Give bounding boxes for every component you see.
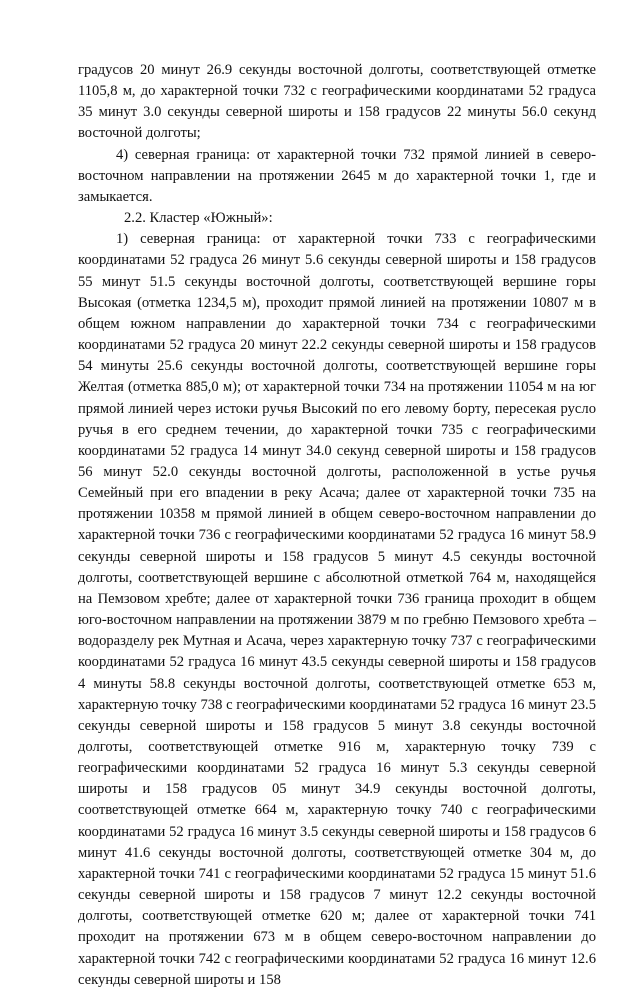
document-page — [78, 60, 596, 991]
paragraph-cluster-south-north-boundary: 1) северная граница: от характерной точки 733 с географическими координатами 52 градуса 26 минут 5.6 секунды северной широты и 158 градусов 55 минут 51.5 секунды восточной долготы, соответствующей вершине горы Высокая (отметка 1234,5 м), проходит прямой линией на протяжении 10807 м в общем южном направлении до характерной точки 734 с географическими координатами 52 градуса 20 минут 22.2 секунды северной широты и 158 градусов 54 минуты 25.6 секунды восточной долготы, соответствующей вершине горы Желтая (отметка 885,0 м); от характерной точки 734 на протяжении 11054 м на юг прямой линией через истоки ручья Высокий по его левому борту, пересекая русло ручья в его среднем течении, до характерной точки 735 с географическими координатами 52 градуса 14 минут 34.0 секунд северной широты и 158 градусов 56 минут 52.0 секунды восточной долготы, расположенной в устье ручья Семейный при его впадении в реку Асача; далее от характерной точки 735 на протяжении 10358 м прямой линией в общем северо-восточном направлении до характерной точки 736 с географическими координатами 52 градуса 16 минут 58.9 секунды северной широты и 158 градусов 5 минут 4.5 секунды восточной долготы, соответствующей вершине с абсолютной отметкой 764 м, находящейся на Пемзовом хребте; далее от характерной точки 736 граница проходит в общем юго-восточном направлении на протяжении 3879 м по гребню Пемзового хребта – водоразделу рек Мутная и Асача, через характерную точку 737 с географическими координатами 52 градуса 16 минут 43.5 секунды северной широты и 158 градусов 4 минуты 58.8 секунды восточной долготы, соответствующей отметке 653 м, характерную точку 738 с географическими координатами 52 градуса 16 минут 23.5 секунды северной широты и 158 градусов 5 минут 3.8 секунды восточной долготы, соответствующей отметке 916 м, характерную точку 739 с географическими координатами 52 градуса 16 минут 5.3 секунды северной широты и 158 градусов 05 минут 34.9 секунды восточной долготы, соответствующей отметке 664 м, характерную точку 740 с географическими координатами 52 градуса 16 минут 3.5 секунды северной широты и 158 градусов 6 минут 41.6 секунды восточной долготы, соответствующей отметке 304 м, до характерной точки 741 с географическими координатами 52 градуса 15 минут 51.6 секунды северной широты и 158 градусов 7 минут 12.2 секунды восточной долготы, соответствующей отметке 620 м; далее от характерной точки 741 проходит на протяжении 673 м в общем северо-восточном направлении до характерной точки 742 с географическими координатами 52 градуса 16 минут 12.6 секунды северной широты и 158 — [78, 231, 596, 988]
paragraph-north-boundary: 4) северная граница: от характерной точки 732 прямой линией в северо-восточном направлении на протяжении 2645 м до характерной точки 1, где и замыкается. — [78, 146, 596, 205]
section-heading-cluster-south: 2.2. Кластер «Южный»: — [124, 210, 273, 227]
paragraph-continuation: градусов 20 минут 26.9 секунды восточной долготы, соответствующей отметке 1105,8 м, до характерной точки 732 с географическими координатами 52 градуса 35 минут 3.0 секунды северной широты и 158 градусов 22 минуты 56.0 секунд восточной долготы; — [78, 62, 596, 142]
